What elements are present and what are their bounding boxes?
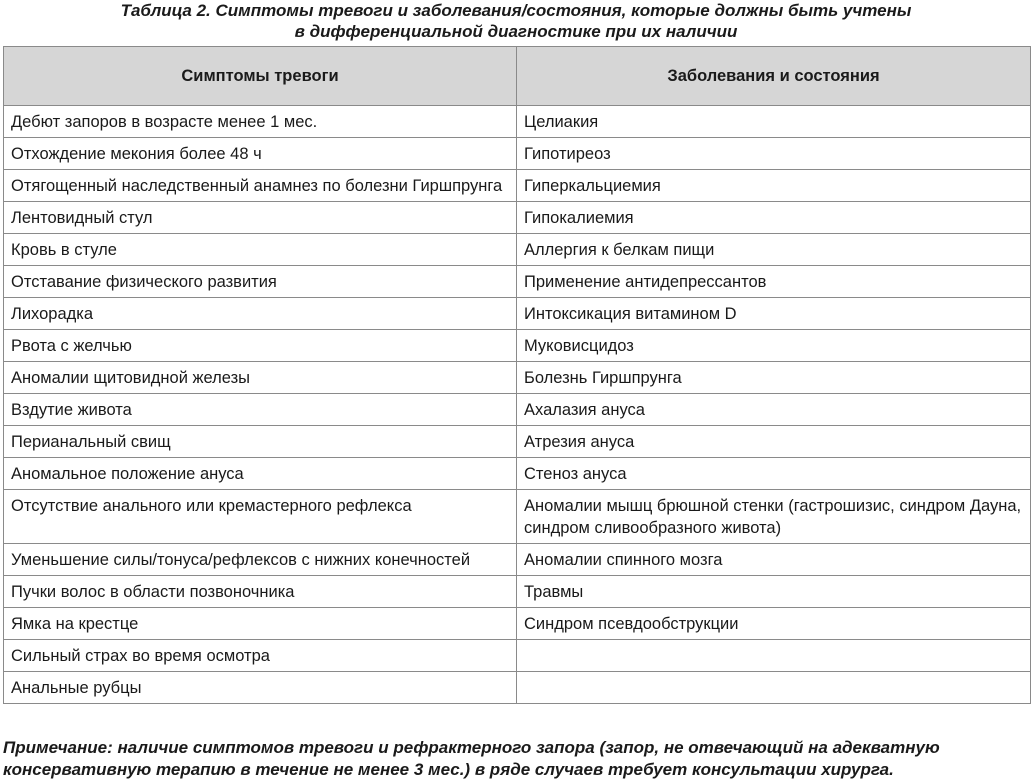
table-header-row (4, 47, 1031, 106)
condition-cell: Гипотиреоз (517, 138, 1031, 170)
symptom-cell: Лентовидный стул (4, 202, 517, 234)
condition-cell: Интоксикация витамином D (517, 298, 1031, 330)
table-row (4, 640, 1031, 672)
condition-cell (517, 672, 1031, 704)
column-header-conditions: Заболевания и состояния (517, 47, 1031, 106)
symptom-cell: Уменьшение силы/тонуса/рефлексов с нижних конечностей (4, 544, 517, 576)
table-row (4, 330, 1031, 362)
symptom-cell: Отсутствие анального или кремастерного рефлекса (4, 490, 517, 544)
condition-cell: Аномалии спинного мозга (517, 544, 1031, 576)
symptom-cell: Кровь в стуле (4, 234, 517, 266)
symptom-cell: Отягощенный наследственный анамнез по болезни Гиршпрунга (4, 170, 517, 202)
table-row (4, 458, 1031, 490)
table-row (4, 298, 1031, 330)
symptoms-table (3, 46, 1031, 704)
table-row (4, 266, 1031, 298)
condition-cell: Применение антидепрессантов (517, 266, 1031, 298)
table-row (4, 394, 1031, 426)
condition-cell: Атрезия ануса (517, 426, 1031, 458)
condition-cell: Стеноз ануса (517, 458, 1031, 490)
column-header-symptoms: Симптомы тревоги (4, 47, 517, 106)
condition-cell: Болезнь Гиршпрунга (517, 362, 1031, 394)
table-row (4, 170, 1031, 202)
symptom-cell: Отставание физического развития (4, 266, 517, 298)
caption-line-2: в дифференциальной диагностике при их наличии (294, 22, 738, 41)
condition-cell: Гиперкальциемия (517, 170, 1031, 202)
condition-cell: Гипокалиемия (517, 202, 1031, 234)
condition-cell: Аллергия к белкам пищи (517, 234, 1031, 266)
condition-cell: Синдром псевдообструкции (517, 608, 1031, 640)
table-row (4, 106, 1031, 138)
table-row (4, 426, 1031, 458)
symptom-cell: Анальные рубцы (4, 672, 517, 704)
condition-cell: Ахалазия ануса (517, 394, 1031, 426)
condition-cell (517, 640, 1031, 672)
condition-cell: Травмы (517, 576, 1031, 608)
table-row (4, 202, 1031, 234)
symptom-cell: Сильный страх во время осмотра (4, 640, 517, 672)
table-row (4, 138, 1031, 170)
symptom-cell: Вздутие живота (4, 394, 517, 426)
symptom-cell: Аномальное положение ануса (4, 458, 517, 490)
table-row (4, 362, 1031, 394)
table-row (4, 608, 1031, 640)
symptom-cell: Лихорадка (4, 298, 517, 330)
table-row (4, 576, 1031, 608)
condition-cell: Аномалии мышц брюшной стенки (гастрошизис, синдром Дауна, синдром сливообразного живота) (517, 490, 1031, 544)
table-caption (0, 0, 1032, 42)
table-row (4, 490, 1031, 544)
caption-line-1: Таблица 2. Симптомы тревоги и заболевания/состояния, которые должны быть учтены (120, 1, 912, 20)
symptom-cell: Пучки волос в области позвоночника (4, 576, 517, 608)
symptom-cell: Перианальный свищ (4, 426, 517, 458)
symptom-cell: Отхождение мекония более 48 ч (4, 138, 517, 170)
table-row (4, 544, 1031, 576)
condition-cell: Муковисцидоз (517, 330, 1031, 362)
table-row (4, 672, 1031, 704)
table-note: Примечание: наличие симптомов тревоги и рефрактерного запора (запор, не отвечающий на адекватную консервативную терапию в течение не менее 3 мес.) в ряде случаев требует консультации хирурга. (3, 738, 940, 779)
symptom-cell: Аномалии щитовидной железы (4, 362, 517, 394)
table-row (4, 234, 1031, 266)
symptom-cell: Рвота с желчью (4, 330, 517, 362)
condition-cell: Целиакия (517, 106, 1031, 138)
symptom-cell: Ямка на крестце (4, 608, 517, 640)
symptom-cell: Дебют запоров в возрасте менее 1 мес. (4, 106, 517, 138)
